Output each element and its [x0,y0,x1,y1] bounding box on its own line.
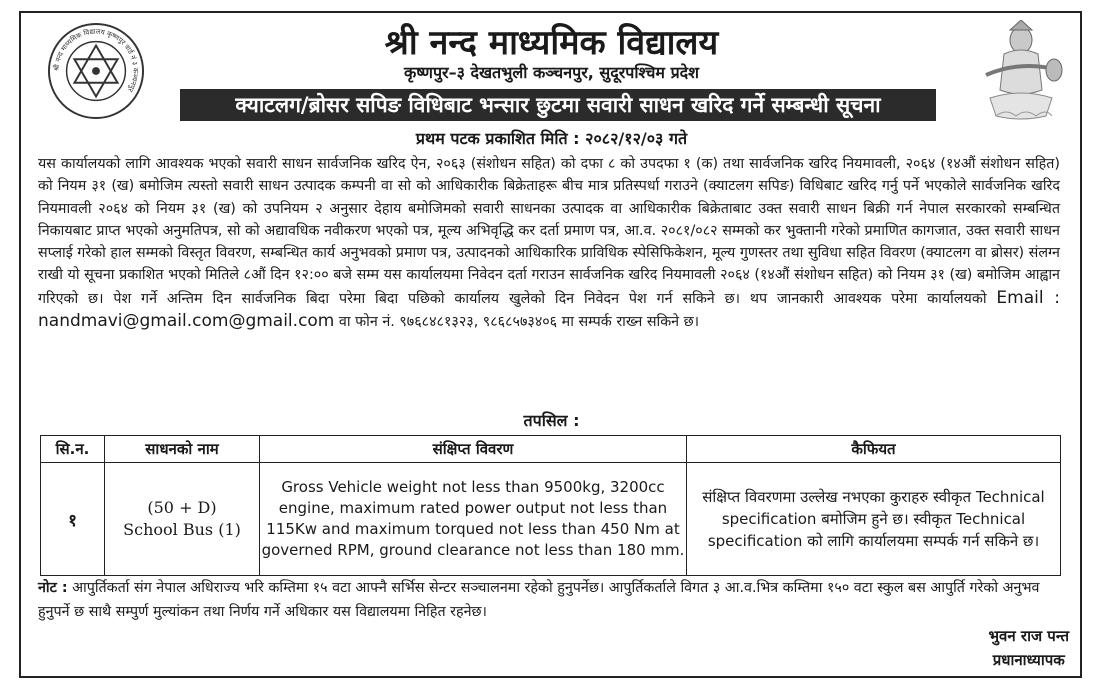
vehicle-type: School Bus (1) [123,520,241,539]
school-name: श्री नन्द माध्यमिक विद्यालय [384,23,719,63]
note-text: आपुर्तिकर्ता संग नेपाल अधिराज्य भरि कम्तिमा १५ वटा आफ्नै सर्भिस सेन्टर सञ्चालनमा रहेको हुनुपर्नेछ। आपुर्तिकर्ताले विगत ३ आ.व.भित्र कम्तिमा १५० वटा स्कुल बस आपुर्ति गरेको अनुभव हुनुपर्ने छ साथै सम्पुर्ण मुल्यांकन तथा निर्णय गर्ने अधिकार यस विद्यालयमा निहित रहनेछ। [38,580,1040,620]
body-text-phone: वा फोन नं. ९७६८४८१३२३, ९८६८५७३४०६ मा सम्पर्क राख्न सकिने छ। [334,314,700,331]
email-contact[interactable]: Email : nandmavi@gmail.com@gmail.com [38,287,1060,332]
signature-block [989,624,1070,672]
notice-title-banner: क्याटलग/ब्रोसर सपिङ विधिबाट भन्सार छुटमा सवारी साधन खरिद गर्ने सम्बन्धी सूचना [180,89,936,121]
vehicle-seats: (50 + D) [147,498,217,517]
vehicle-table [40,435,1061,576]
body-text-main: यस कार्यालयको लागि आवश्यक भएको सवारी साधन सार्वजनिक खरिद ऐन, २०६३ (संशोधन सहित) को दफा ८ को उपदफा १ (क) तथा सार्वजनिक खरिद नियमावली, २०६४ (१४औं संशोधन सहित) को नियम ३१ (ख) बमोजिम त्यस्तो सवारी साधन उत्पादक कम्पनी वा सो को आधिकारीक बिक्रेताहरू बीच मात्र प्रतिस्पर्धा गराउने (क्याटलग सपिङ) विधिबाट खरिद गर्नु पर्ने भएकोले सार्वजनिक खरिद नियमावली २०६४ को नियम ३१ (ख) को उपनियम २ अनुसार देहाय बमोजिमको सवारी साधनका उत्पादक वा आधिकारीक बिक्रेताबाट उक्त सवारी साधन बिक्री गर्न नेपाल सरकारको सम्बन्धित निकायबाट प्राप्त भएको अनुमतिपत्र, सो को अद्यावधिक नवीकरण भएको पत्र, मूल्य अभिवृद्धि कर दर्ता प्रमाण पत्र, आ.व. २०८१/०८२ सम्मको कर भुक्तानी गरेको प्रमाणित कागजात, उक्त सवारी साधन सप्लाई गरेको हाल सम्मको विस्तृत विवरण, सम्बन्धित कार्य अनुभवको प्रमाण पत्र, उत्पादनको आधिकारिक प्राविधिक स्पेसिफिकेशन, मूल्य गुणस्तर तथा सुविधा सहित विवरण (क्याटलग वा ब्रोसर) संलग्न राखी यो सूचना प्रकाशित भएको मितिले ८औं दिन १२:०० बजे सम्म यस कार्यालयमा निवेदन दर्ता गराउन सार्वजनिक खरिद नियमावली २०६४ (१४औं संशोधन सहित) को नियम ३१ (ख) बमोजिम आह्वान गरिएको छ। पेश गर्ने अन्तिम दिन सार्वजनिक बिदा परेमा बिदा पछिको कार्यालय खुलेको दिन निवेदन पेश गर्न सकिने छ। थप जानकारी आवश्यक परेमा कार्यालयको [38,156,1060,307]
table-row [41,463,1061,576]
header-remarks: कैफियत [687,436,1061,463]
note-label: नोट : [38,580,68,596]
header-vehicle-name: साधनको नाम [105,436,260,463]
school-address: कृष्णपुर–३ देखतभुली कञ्चनपुर, सुदूरपश्चिम प्रदेश [403,63,700,82]
cell-serial: १ [41,463,105,576]
header-description: संक्षिप्त विवरण [260,436,687,463]
table-header-row [41,436,1061,463]
cell-vehicle-name [105,463,260,576]
cell-description: Gross Vehicle weight not less than 9500kg, 3200cc engine, maximum rated power output not less than 115Kw and maximum torqued not less than 450 Nm at governed RPM, ground clearance not less than 180 mm. [260,463,687,576]
signatory-name: भुवन राज पन्त [988,627,1069,645]
header-serial: सि.न. [41,436,105,463]
notice-body [38,153,1060,333]
signatory-designation: प्रधानाध्यापक [992,651,1065,669]
note-section [38,576,1060,624]
seal-ring-text: श्री नन्द माध्यमिक विद्यालय कृष्णपुर वार्ड नं ३ कञ्चनपुर [52,27,140,94]
cell-remarks: संक्षिप्त विवरणमा उल्लेख नभएका कुराहरु स्वीकृत Technical specification बमोजिम हुने छ। स्वीकृत Technical specification को लागि कार्यालयमा सम्पर्क गर्न सकिने छ। [687,463,1061,576]
details-heading: तपसिल : [523,411,580,430]
publish-date: प्रथम पटक प्रकाशित मिति : २०८२/१२/०३ गते [415,129,688,148]
